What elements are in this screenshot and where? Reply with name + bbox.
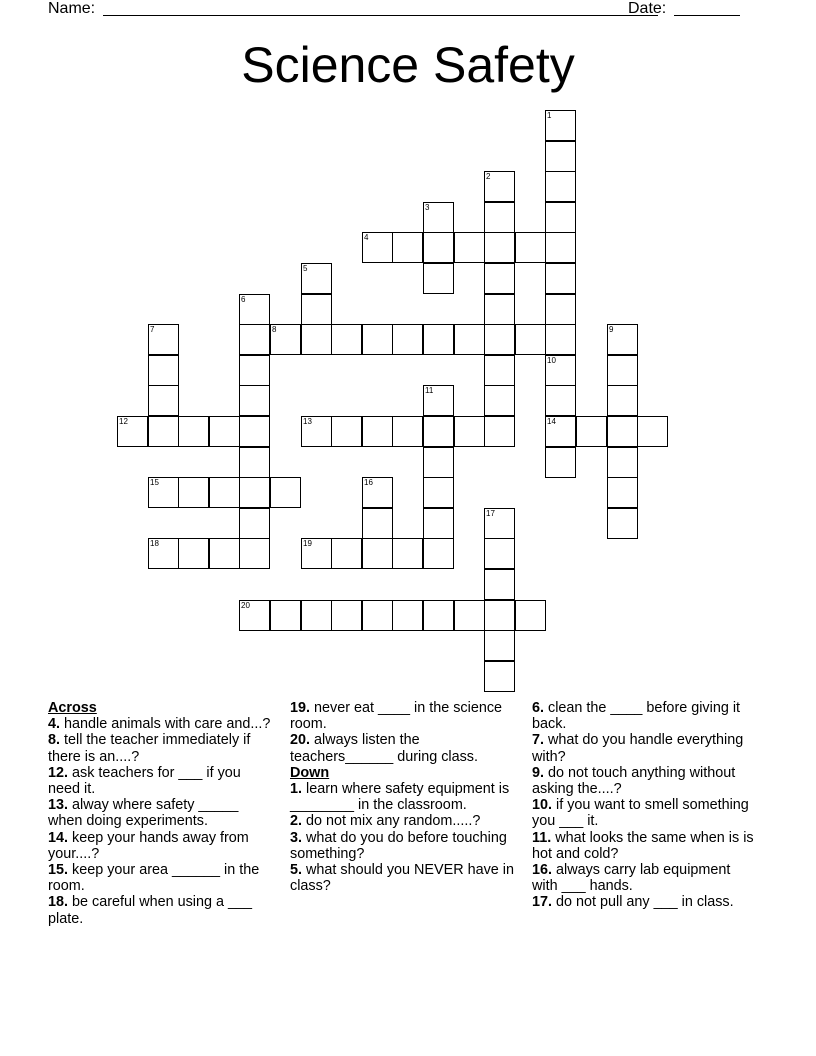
grid-cell[interactable] xyxy=(178,416,209,447)
clue-number: 17 xyxy=(486,509,495,518)
grid-cell[interactable] xyxy=(484,263,515,294)
grid-cell[interactable] xyxy=(484,202,515,233)
grid-cell[interactable] xyxy=(331,324,362,355)
grid-cell[interactable] xyxy=(576,416,607,447)
grid-cell[interactable] xyxy=(607,447,638,478)
across-clue xyxy=(48,862,273,894)
grid-cell[interactable] xyxy=(270,324,301,355)
grid-cell[interactable] xyxy=(239,538,270,569)
clue-number: 9 xyxy=(609,325,614,334)
grid-cell[interactable] xyxy=(178,538,209,569)
grid-cell[interactable] xyxy=(607,416,638,447)
grid-cell[interactable] xyxy=(484,538,515,569)
grid-cell[interactable] xyxy=(148,324,179,355)
grid-cell[interactable] xyxy=(239,324,270,355)
clue-number: 15. xyxy=(48,862,69,879)
grid-cell[interactable] xyxy=(607,477,638,508)
grid-cell[interactable] xyxy=(423,508,454,539)
grid-cell[interactable] xyxy=(484,324,515,355)
date-label: Date: xyxy=(628,0,667,17)
grid-cell[interactable] xyxy=(178,477,209,508)
clue-number: 14. xyxy=(48,829,69,846)
clue-number: 10 xyxy=(547,356,556,365)
grid-cell[interactable] xyxy=(362,538,393,569)
grid-cell[interactable] xyxy=(117,416,148,447)
clue-number: 16. xyxy=(532,862,553,879)
down-clue xyxy=(532,894,757,910)
clue-number: 3 xyxy=(425,203,430,212)
grid-cell[interactable] xyxy=(545,416,576,447)
across-clue xyxy=(48,797,273,829)
grid-cell[interactable] xyxy=(362,508,393,539)
clue-number: 2 xyxy=(486,172,491,181)
grid-cell[interactable] xyxy=(209,538,240,569)
clue-number: 6. xyxy=(532,700,545,716)
grid-cell[interactable] xyxy=(239,355,270,386)
grid-cell[interactable] xyxy=(331,538,362,569)
clue-number: 8. xyxy=(48,732,61,749)
name-label: Name: xyxy=(48,0,96,17)
across-clue xyxy=(290,732,515,764)
grid-cell[interactable] xyxy=(484,355,515,386)
grid-cell[interactable] xyxy=(607,385,638,416)
grid-cell[interactable] xyxy=(484,569,515,600)
grid-cell[interactable] xyxy=(148,355,179,386)
clue-number: 15 xyxy=(150,478,159,487)
grid-cell[interactable] xyxy=(607,355,638,386)
grid-cell[interactable] xyxy=(423,416,454,447)
clue-number: 18. xyxy=(48,894,69,911)
clue-text: do not mix any random.....? xyxy=(306,813,481,830)
page-title: Science Safety xyxy=(241,37,575,93)
grid-cell[interactable] xyxy=(545,294,576,325)
clue-text: do not pull any ___ in class. xyxy=(556,894,734,911)
grid-cell[interactable] xyxy=(423,324,454,355)
grid-cell[interactable] xyxy=(423,202,454,233)
grid-cell[interactable] xyxy=(423,263,454,294)
grid-cell[interactable] xyxy=(301,263,332,294)
grid-cell[interactable] xyxy=(423,447,454,478)
grid-cell[interactable] xyxy=(423,477,454,508)
grid-cell[interactable] xyxy=(607,508,638,539)
clue-number: 19. xyxy=(290,700,311,716)
grid-cell[interactable] xyxy=(362,600,393,631)
grid-cell[interactable] xyxy=(270,477,301,508)
grid-cell[interactable] xyxy=(239,447,270,478)
clue-number: 12 xyxy=(119,417,128,426)
down-clue xyxy=(532,700,757,732)
grid-cell[interactable] xyxy=(331,600,362,631)
grid-cell[interactable] xyxy=(301,600,332,631)
grid-cell[interactable] xyxy=(545,263,576,294)
clue-number: 17. xyxy=(532,894,553,911)
grid-cell[interactable] xyxy=(545,202,576,233)
grid-cell[interactable] xyxy=(209,477,240,508)
clue-text: alway where safety _____ when doing experiments. xyxy=(48,797,239,830)
grid-cell[interactable] xyxy=(362,477,393,508)
grid-cell[interactable] xyxy=(209,416,240,447)
grid-cell[interactable] xyxy=(423,600,454,631)
grid-cell[interactable] xyxy=(484,416,515,447)
grid-cell[interactable] xyxy=(484,600,515,631)
grid-cell[interactable] xyxy=(484,661,515,692)
grid-cell[interactable] xyxy=(239,477,270,508)
across-heading: Across xyxy=(48,700,97,716)
grid-cell[interactable] xyxy=(270,600,301,631)
across-clue xyxy=(48,765,273,797)
across-clue xyxy=(48,894,273,926)
grid-cell[interactable] xyxy=(392,538,423,569)
clue-column-1 xyxy=(48,700,273,927)
clue-column-2 xyxy=(290,700,515,894)
down-clue xyxy=(290,862,515,894)
grid-cell[interactable] xyxy=(239,385,270,416)
grid-cell[interactable] xyxy=(545,232,576,263)
grid-cell[interactable] xyxy=(423,385,454,416)
grid-cell[interactable] xyxy=(515,600,546,631)
clue-number: 5. xyxy=(290,862,303,879)
clue-text: always carry lab equipment with ___ hands. xyxy=(532,862,731,895)
clue-text: be careful when using a ___ plate. xyxy=(48,894,253,927)
grid-cell[interactable] xyxy=(545,171,576,202)
grid-cell[interactable] xyxy=(484,171,515,202)
clue-text: learn where safety equipment is ________ in the classroom. xyxy=(290,781,510,814)
grid-cell[interactable] xyxy=(331,416,362,447)
clue-number: 4. xyxy=(48,716,61,733)
clue-number: 6 xyxy=(241,295,246,304)
grid-cell[interactable] xyxy=(301,538,332,569)
clue-text: handle animals with care and...? xyxy=(64,716,271,733)
down-clue xyxy=(532,732,757,764)
grid-cell[interactable] xyxy=(392,600,423,631)
grid-cell[interactable] xyxy=(484,232,515,263)
clue-text: always listen the teachers______ during class. xyxy=(290,732,478,765)
clue-text: what do you do before touching something? xyxy=(290,829,507,862)
grid-cell[interactable] xyxy=(392,416,423,447)
down-clue xyxy=(532,765,757,797)
grid-cell[interactable] xyxy=(362,416,393,447)
clue-number: 11. xyxy=(532,829,552,846)
grid-cell[interactable] xyxy=(484,385,515,416)
clue-number: 1. xyxy=(290,781,303,798)
clue-number: 13 xyxy=(303,417,312,426)
clue-number: 10. xyxy=(532,797,553,814)
grid-cell[interactable] xyxy=(301,324,332,355)
down-clue xyxy=(532,862,757,894)
clue-number: 7. xyxy=(532,732,545,749)
across-clue xyxy=(48,716,273,732)
grid-cell[interactable] xyxy=(545,110,576,141)
clue-number: 1 xyxy=(547,111,552,120)
down-clue xyxy=(290,830,515,862)
grid-cell[interactable] xyxy=(239,600,270,631)
across-clue xyxy=(290,700,515,732)
clue-text: clean the ____ before giving it back. xyxy=(532,700,741,733)
clue-number: 4 xyxy=(364,233,369,242)
down-clue xyxy=(290,813,515,829)
grid-cell[interactable] xyxy=(239,416,270,447)
clue-number: 3. xyxy=(290,829,303,846)
grid-cell[interactable] xyxy=(301,294,332,325)
across-clue xyxy=(48,732,273,764)
grid-cell[interactable] xyxy=(545,355,576,386)
clue-number: 19 xyxy=(303,539,312,548)
clue-text: if you want to smell something you ___ it. xyxy=(532,797,749,830)
down-clue xyxy=(532,797,757,829)
clue-text: keep your area ______ in the room. xyxy=(48,862,260,895)
grid-cell[interactable] xyxy=(454,232,485,263)
clue-number: 18 xyxy=(150,539,159,548)
clue-text: what do you handle everything with? xyxy=(532,732,744,765)
grid-cell[interactable] xyxy=(392,324,423,355)
grid-cell[interactable] xyxy=(607,324,638,355)
grid-cell[interactable] xyxy=(637,416,668,447)
grid-cell[interactable] xyxy=(545,141,576,172)
clue-number: 14 xyxy=(547,417,556,426)
clue-number: 16 xyxy=(364,478,373,487)
grid-cell[interactable] xyxy=(362,232,393,263)
clue-text: ask teachers for ___ if you need it. xyxy=(48,764,241,798)
grid-cell[interactable] xyxy=(148,477,179,508)
grid-cell[interactable] xyxy=(545,324,576,355)
down-heading: Down xyxy=(290,764,330,781)
grid-cell[interactable] xyxy=(148,416,179,447)
clue-text: what looks the same when is is hot and cold? xyxy=(532,829,754,862)
grid-cell[interactable] xyxy=(454,416,485,447)
grid-cell[interactable] xyxy=(515,324,546,355)
grid-cell[interactable] xyxy=(392,232,423,263)
clue-text: keep your hands away from your....? xyxy=(48,829,249,862)
grid-cell[interactable] xyxy=(239,508,270,539)
grid-cell[interactable] xyxy=(454,600,485,631)
grid-cell[interactable] xyxy=(545,447,576,478)
grid-cell[interactable] xyxy=(484,630,515,661)
clue-number: 20 xyxy=(241,601,250,610)
clue-number: 13. xyxy=(48,797,69,814)
grid-cell[interactable] xyxy=(484,294,515,325)
down-clue xyxy=(290,781,515,813)
grid-cell[interactable] xyxy=(454,324,485,355)
clue-column-3 xyxy=(532,700,757,911)
clue-number: 5 xyxy=(303,264,308,273)
grid-cell[interactable] xyxy=(545,385,576,416)
clue-number: 7 xyxy=(150,325,155,334)
grid-cell[interactable] xyxy=(148,538,179,569)
grid-cell[interactable] xyxy=(484,508,515,539)
clue-text: do not touch anything without asking the....? xyxy=(532,764,736,798)
clue-number: 20. xyxy=(290,732,311,749)
clue-text: never eat ____ in the science room. xyxy=(290,700,503,733)
grid-cell[interactable] xyxy=(515,232,546,263)
clue-number: 8 xyxy=(272,325,277,334)
grid-cell[interactable] xyxy=(423,538,454,569)
clue-number: 11 xyxy=(425,386,434,395)
grid-cell[interactable] xyxy=(301,416,332,447)
grid-cell[interactable] xyxy=(239,294,270,325)
clue-number: 12. xyxy=(48,764,69,781)
grid-cell[interactable] xyxy=(423,232,454,263)
across-clue xyxy=(48,830,273,862)
clue-text: what should you NEVER have in class? xyxy=(290,862,514,895)
grid-cell[interactable] xyxy=(148,385,179,416)
clue-number: 2. xyxy=(290,813,303,830)
down-clue xyxy=(532,830,757,862)
grid-cell[interactable] xyxy=(362,324,393,355)
clue-number: 9. xyxy=(532,764,545,781)
clue-text: tell the teacher immediately if there is an....? xyxy=(48,732,251,765)
